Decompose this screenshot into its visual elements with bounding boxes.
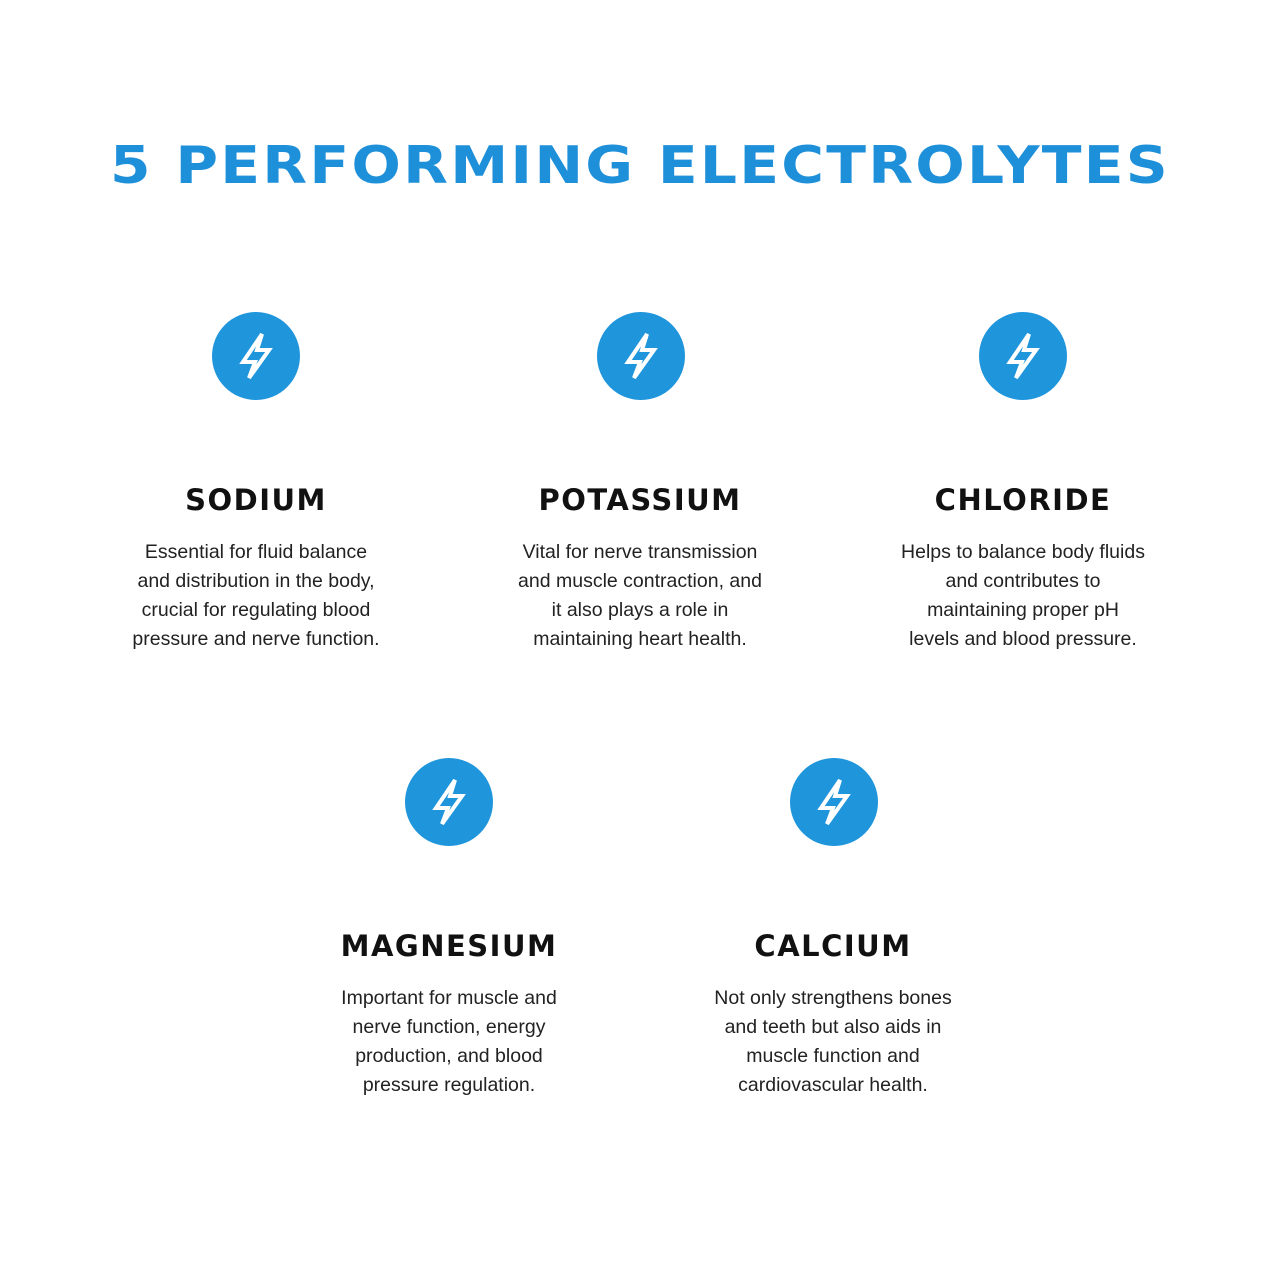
lightning-bolt-icon: [597, 312, 685, 400]
lightning-bolt-icon: [790, 758, 878, 846]
electrolyte-description: Essential for fluid balance and distribution in the body, crucial for regulating blood pressure and nerve function.: [132, 541, 380, 650]
electrolyte-name: SODIUM: [185, 483, 327, 517]
electrolyte-name: MAGNESIUM: [340, 929, 558, 963]
page-title: 5 PERFORMING ELECTROLYTES: [110, 136, 1170, 196]
electrolyte-description: Helps to balance body fluids and contributes to maintaining proper pH levels and blood pressure.: [901, 541, 1145, 650]
electrolyte-name: CHLORIDE: [934, 483, 1112, 517]
lightning-bolt-icon: [405, 758, 493, 846]
electrolyte-name: POTASSIUM: [538, 483, 742, 517]
lightning-bolt-icon: [979, 312, 1067, 400]
electrolyte-description: Not only strengthens bones and teeth but also aids in muscle function and cardiovascular health.: [714, 987, 952, 1096]
electrolyte-name: CALCIUM: [754, 929, 912, 963]
electrolyte-description: Important for muscle and nerve function, energy production, and blood pressure regulation.: [341, 987, 557, 1096]
electrolyte-description: Vital for nerve transmission and muscle contraction, and it also plays a role in maintaining heart health.: [518, 541, 762, 650]
lightning-bolt-icon: [212, 312, 300, 400]
